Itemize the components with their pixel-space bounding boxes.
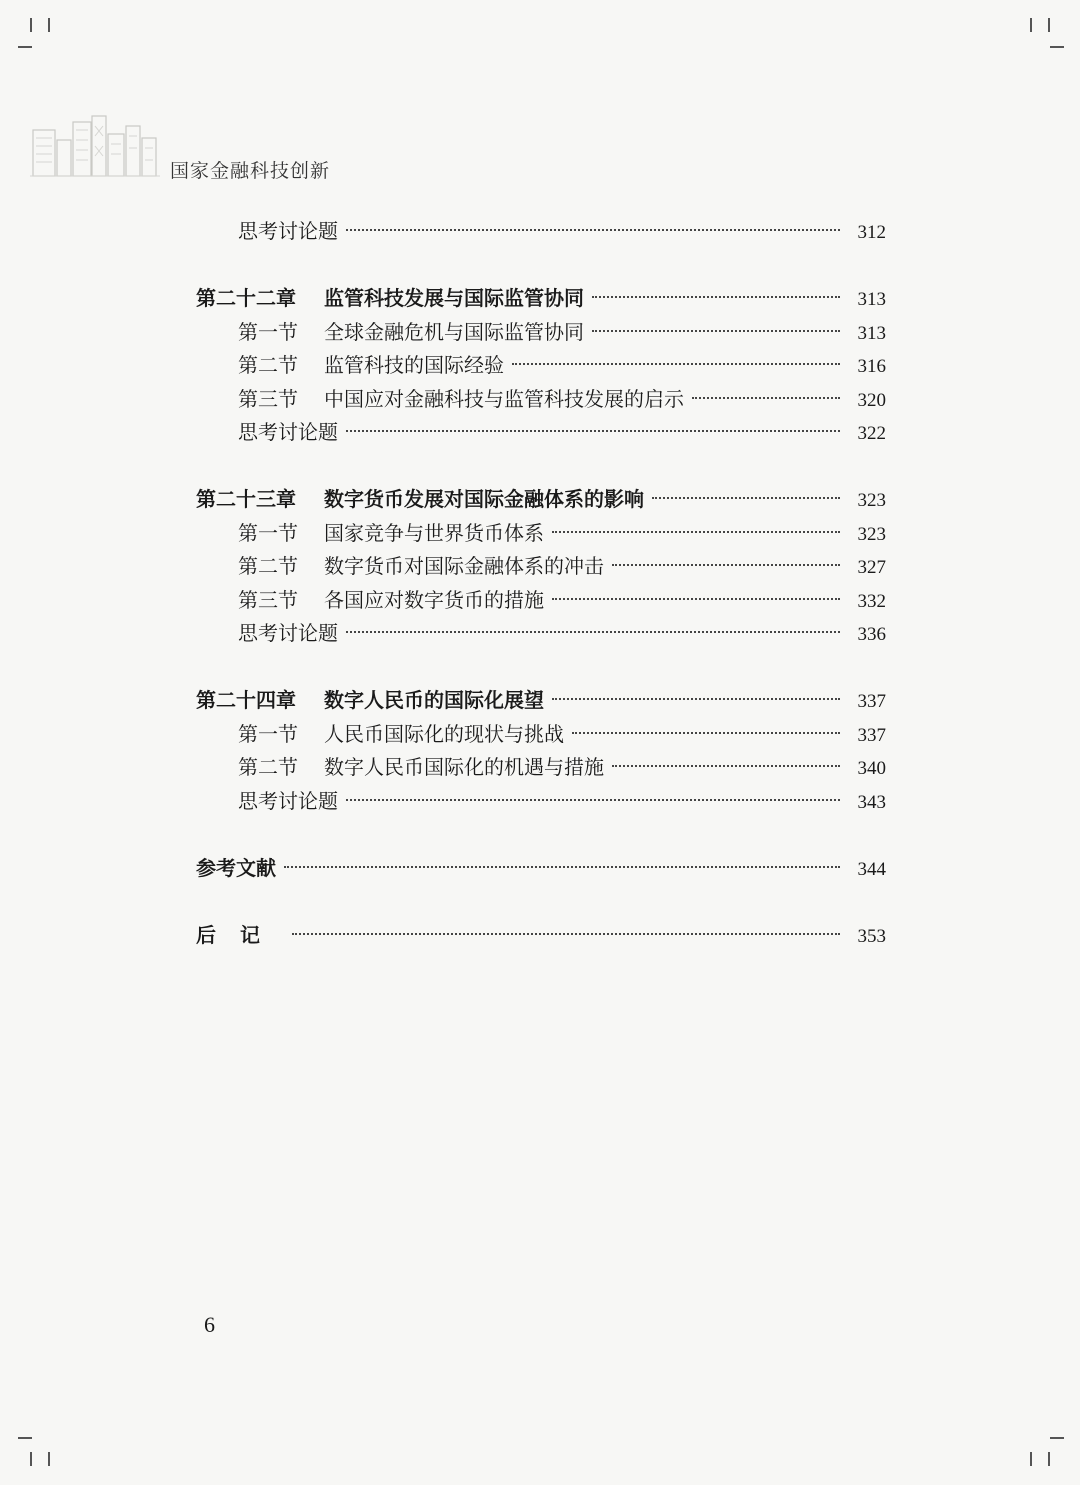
toc-entry-page: 320 — [857, 389, 886, 411]
toc-section-row[interactable] — [196, 584, 886, 618]
toc-entry-number: 第一节 — [238, 319, 298, 344]
toc-entry-label — [196, 282, 584, 316]
toc-backmatter-row[interactable] — [196, 919, 886, 953]
crop-mark — [48, 1452, 50, 1466]
toc-entry-title: 数字人民币的国际化展望 — [324, 688, 544, 712]
toc-discussion-row[interactable] — [196, 215, 886, 249]
toc-entry-title: 数字货币发展对国际金融体系的影响 — [324, 487, 644, 511]
crop-mark — [1030, 18, 1032, 32]
toc-section-row[interactable] — [196, 349, 886, 383]
toc-chapter-row[interactable] — [196, 684, 886, 718]
toc-entry-number: 第一节 — [238, 721, 298, 746]
toc-dot-leader — [592, 296, 840, 298]
crop-mark — [1050, 1437, 1064, 1439]
toc-dot-leader — [292, 933, 840, 935]
toc-entry-label — [238, 517, 544, 551]
toc-section-row[interactable] — [196, 718, 886, 752]
toc-entry-title: 数字货币对国际金融体系的冲击 — [324, 554, 604, 578]
toc-entry-page: 316 — [857, 356, 886, 377]
toc-entry-label — [238, 617, 338, 651]
toc-entry-page: 337 — [857, 691, 886, 712]
toc-entry-title: 中国应对金融科技与监管科技发展的启示 — [324, 386, 684, 411]
toc-dot-leader — [652, 497, 840, 499]
toc-entry-title: 思考讨论题 — [238, 219, 338, 243]
toc-dot-leader — [512, 363, 840, 365]
toc-entry-page: 312 — [857, 222, 886, 243]
toc-entry-title: 后记 — [196, 922, 284, 947]
crop-mark — [30, 1452, 32, 1466]
toc-backmatter-row[interactable] — [196, 852, 886, 886]
toc-dot-leader — [692, 397, 840, 399]
toc-entry-label — [238, 718, 564, 752]
toc-dot-leader — [552, 531, 840, 533]
toc-chapter-row[interactable] — [196, 282, 886, 316]
toc-entry-label — [238, 416, 338, 450]
toc-entry-page: 313 — [857, 289, 886, 310]
toc-dot-leader — [346, 229, 840, 231]
toc-entry-number: 第二节 — [238, 554, 298, 578]
crop-mark — [30, 18, 32, 32]
toc-entry-label — [238, 383, 684, 417]
toc-discussion-row[interactable] — [196, 416, 886, 450]
running-header-title: 国家金融科技创新 — [170, 160, 331, 182]
toc-entry-title: 全球金融危机与国际监管协同 — [324, 319, 584, 344]
toc-entry-title: 监管科技的国际经验 — [324, 353, 504, 377]
toc-dot-leader — [346, 631, 840, 633]
crop-mark — [1030, 1452, 1032, 1466]
toc-dot-leader — [592, 330, 840, 332]
toc-entry-page: 353 — [857, 925, 886, 947]
toc-entry-page: 322 — [857, 423, 886, 444]
toc-dot-leader — [284, 866, 840, 868]
toc-dot-leader — [346, 430, 840, 432]
toc-entry-page: 332 — [857, 590, 886, 612]
toc-entry-label — [196, 852, 276, 886]
city-skyline-icon — [30, 112, 165, 182]
crop-mark — [48, 18, 50, 32]
toc-dot-leader — [552, 598, 840, 600]
toc-entry-page: 343 — [857, 791, 886, 813]
toc-entry-title: 监管科技发展与国际监管协同 — [324, 286, 584, 310]
toc-entry-page: 323 — [857, 523, 886, 545]
toc-entry-number: 第二十四章 — [196, 688, 296, 712]
toc-dot-leader — [612, 765, 840, 767]
crop-mark — [18, 1437, 32, 1439]
toc-entry-number: 第一节 — [238, 520, 298, 545]
toc-section-row[interactable] — [196, 517, 886, 551]
toc-entry-number: 第二十三章 — [196, 487, 296, 511]
toc-dot-leader — [552, 698, 840, 700]
toc-dot-leader — [346, 799, 840, 801]
page-number: 6 — [204, 1312, 215, 1337]
toc-discussion-row[interactable] — [196, 617, 886, 651]
toc-entry-page: 323 — [857, 490, 886, 511]
toc-chapter-row[interactable] — [196, 483, 886, 517]
toc-entry-label — [196, 684, 544, 718]
toc-entry-number: 第二节 — [238, 353, 298, 377]
crop-mark — [1048, 18, 1050, 32]
toc-entry-label — [238, 751, 604, 785]
toc-entry-title: 思考讨论题 — [238, 788, 338, 813]
toc-entry-label — [238, 215, 338, 249]
toc-entry-page: 336 — [857, 624, 886, 645]
running-header — [30, 112, 450, 182]
toc-dot-leader — [572, 732, 840, 734]
toc-entry-label — [238, 584, 544, 618]
toc-entry-title: 人民币国际化的现状与挑战 — [324, 721, 564, 746]
toc-entry-page: 337 — [857, 724, 886, 746]
toc-entry-number: 第二十二章 — [196, 286, 296, 310]
toc-entry-page: 327 — [857, 557, 886, 578]
crop-mark — [1048, 1452, 1050, 1466]
toc-entry-number: 第三节 — [238, 386, 298, 411]
toc-entry-label — [196, 483, 644, 517]
toc-entry-number: 第二节 — [238, 755, 298, 779]
toc-entry-page: 344 — [857, 858, 886, 880]
toc-entry-number: 第三节 — [238, 587, 298, 612]
toc-entry-label — [238, 316, 584, 350]
toc-section-row[interactable] — [196, 550, 886, 584]
toc-dot-leader — [612, 564, 840, 566]
crop-mark — [18, 46, 32, 48]
table-of-contents — [196, 215, 886, 952]
toc-section-row[interactable] — [196, 316, 886, 350]
toc-entry-title: 参考文献 — [196, 855, 276, 880]
toc-entry-label — [238, 349, 504, 383]
crop-mark — [1050, 46, 1064, 48]
toc-entry-label — [196, 919, 284, 953]
toc-entry-label — [238, 785, 338, 819]
toc-entry-title: 各国应对数字货币的措施 — [324, 587, 544, 612]
toc-section-row[interactable] — [196, 383, 886, 417]
toc-entry-title: 思考讨论题 — [238, 621, 338, 645]
toc-entry-title: 国家竞争与世界货币体系 — [324, 520, 544, 545]
toc-discussion-row[interactable] — [196, 785, 886, 819]
toc-entry-label — [238, 550, 604, 584]
toc-entry-title: 数字人民币国际化的机遇与措施 — [324, 755, 604, 779]
toc-entry-page: 340 — [857, 758, 886, 779]
toc-entry-title: 思考讨论题 — [238, 420, 338, 444]
toc-entry-page: 313 — [857, 322, 886, 344]
toc-section-row[interactable] — [196, 751, 886, 785]
